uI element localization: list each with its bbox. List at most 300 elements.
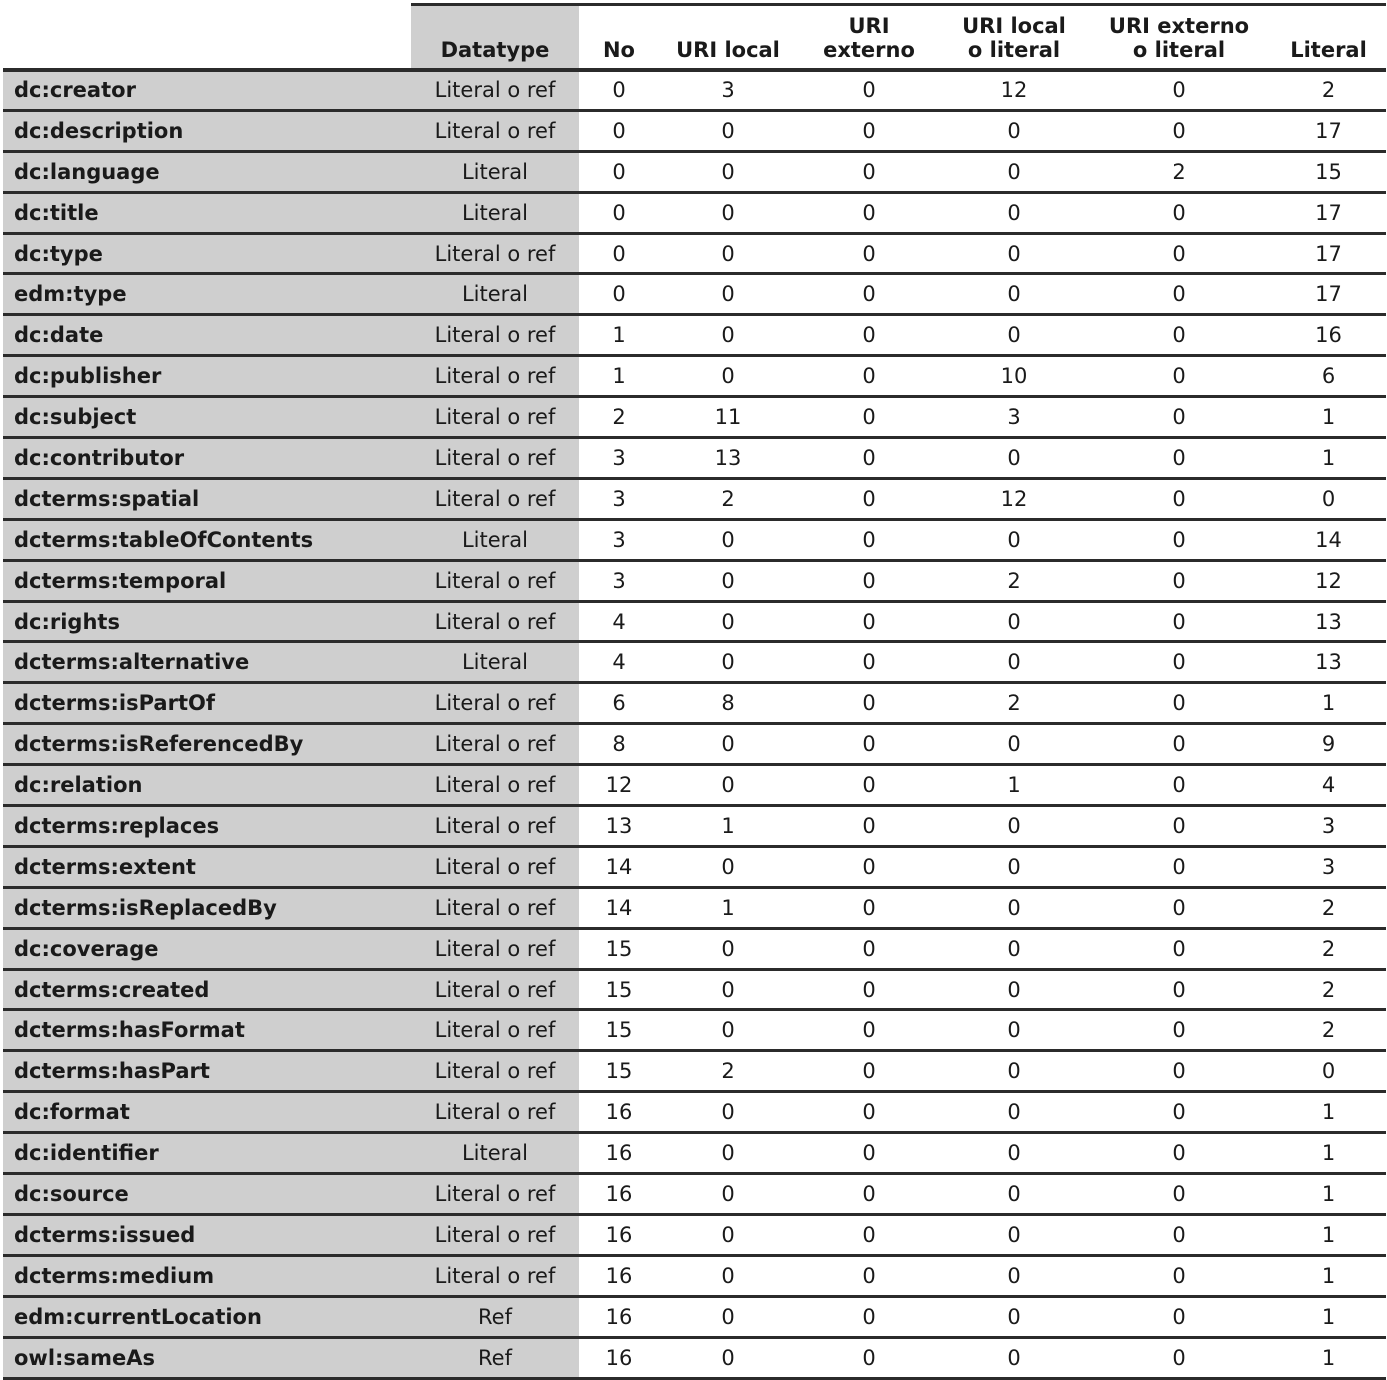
uri-local-cell: 0 — [659, 356, 797, 397]
uri-externo-literal-cell: 0 — [1087, 642, 1271, 683]
property-cell: edm:currentLocation — [3, 1296, 411, 1337]
literal-cell: 16 — [1271, 315, 1386, 356]
no-cell: 3 — [579, 519, 659, 560]
header-uri-externo-line2: externo — [823, 37, 915, 62]
datatype-cell: Literal — [411, 1133, 579, 1174]
uri-externo-literal-cell: 0 — [1087, 1174, 1271, 1215]
uri-local-cell: 0 — [659, 315, 797, 356]
literal-cell: 1 — [1271, 1337, 1386, 1378]
uri-externo-cell: 0 — [797, 356, 941, 397]
literal-cell: 2 — [1271, 887, 1386, 928]
no-cell: 3 — [579, 478, 659, 519]
uri-local-cell: 0 — [659, 1214, 797, 1255]
no-cell: 0 — [579, 151, 659, 192]
datatype-cell: Literal o ref — [411, 1174, 579, 1215]
property-cell: dcterms:created — [3, 969, 411, 1010]
table-row — [3, 1296, 1386, 1337]
uri-local-cell: 0 — [659, 846, 797, 887]
uri-externo-literal-cell: 0 — [1087, 1051, 1271, 1092]
uri-local-literal-cell: 0 — [941, 1010, 1087, 1051]
uri-local-cell: 2 — [659, 478, 797, 519]
datatype-cell: Literal — [411, 274, 579, 315]
datatype-cell: Ref — [411, 1337, 579, 1378]
property-cell: dcterms:tableOfContents — [3, 519, 411, 560]
table-row — [3, 683, 1386, 724]
property-cell: dcterms:hasFormat — [3, 1010, 411, 1051]
uri-local-literal-cell: 0 — [941, 233, 1087, 274]
literal-cell: 17 — [1271, 274, 1386, 315]
uri-local-literal-cell: 0 — [941, 1174, 1087, 1215]
table-row — [3, 397, 1386, 438]
literal-cell: 17 — [1271, 110, 1386, 151]
uri-local-literal-cell: 10 — [941, 356, 1087, 397]
table-row — [3, 70, 1386, 111]
literal-cell: 12 — [1271, 560, 1386, 601]
no-cell: 0 — [579, 233, 659, 274]
literal-cell: 1 — [1271, 1092, 1386, 1133]
literal-cell: 6 — [1271, 356, 1386, 397]
uri-externo-cell: 0 — [797, 928, 941, 969]
uri-externo-literal-cell: 0 — [1087, 315, 1271, 356]
property-cell: dc:relation — [3, 765, 411, 806]
uri-externo-literal-cell: 0 — [1087, 70, 1271, 111]
uri-externo-literal-cell: 0 — [1087, 397, 1271, 438]
uri-externo-literal-cell: 0 — [1087, 356, 1271, 397]
uri-externo-cell: 0 — [797, 1174, 941, 1215]
table-row — [3, 478, 1386, 519]
property-cell: dcterms:hasPart — [3, 1051, 411, 1092]
property-cell: dcterms:temporal — [3, 560, 411, 601]
literal-cell: 13 — [1271, 601, 1386, 642]
uri-local-cell: 0 — [659, 1133, 797, 1174]
no-cell: 6 — [579, 683, 659, 724]
property-cell: edm:type — [3, 274, 411, 315]
uri-externo-literal-cell: 0 — [1087, 1337, 1271, 1378]
datatype-cell: Literal o ref — [411, 969, 579, 1010]
table-row — [3, 438, 1386, 479]
uri-local-cell: 0 — [659, 1174, 797, 1215]
uri-externo-cell: 0 — [797, 110, 941, 151]
uri-externo-cell: 0 — [797, 969, 941, 1010]
table-row — [3, 1255, 1386, 1296]
table-row — [3, 1092, 1386, 1133]
uri-local-cell: 0 — [659, 601, 797, 642]
literal-cell: 1 — [1271, 1296, 1386, 1337]
literal-cell: 1 — [1271, 1174, 1386, 1215]
no-cell: 1 — [579, 356, 659, 397]
uri-externo-literal-cell: 0 — [1087, 969, 1271, 1010]
uri-externo-cell: 0 — [797, 1133, 941, 1174]
header-uri-local-literal-line1: URI local — [962, 13, 1066, 38]
uri-externo-cell: 0 — [797, 887, 941, 928]
table-row — [3, 1010, 1386, 1051]
table-row — [3, 1133, 1386, 1174]
uri-externo-literal-cell: 2 — [1087, 151, 1271, 192]
uri-externo-cell: 0 — [797, 601, 941, 642]
uri-local-literal-cell: 0 — [941, 1214, 1087, 1255]
uri-externo-literal-cell: 0 — [1087, 1133, 1271, 1174]
datatype-cell: Literal — [411, 151, 579, 192]
uri-local-literal-cell: 2 — [941, 560, 1087, 601]
uri-externo-literal-cell: 0 — [1087, 601, 1271, 642]
no-cell: 16 — [579, 1296, 659, 1337]
uri-local-cell: 0 — [659, 765, 797, 806]
no-cell: 15 — [579, 928, 659, 969]
header-datatype: Datatype — [411, 5, 579, 70]
uri-local-cell: 0 — [659, 519, 797, 560]
no-cell: 15 — [579, 1051, 659, 1092]
table-row — [3, 356, 1386, 397]
no-cell: 2 — [579, 397, 659, 438]
table-row — [3, 151, 1386, 192]
table-row — [3, 1174, 1386, 1215]
uri-local-cell: 0 — [659, 1296, 797, 1337]
no-cell: 3 — [579, 560, 659, 601]
literal-cell: 4 — [1271, 765, 1386, 806]
property-cell: dc:subject — [3, 397, 411, 438]
uri-local-cell: 0 — [659, 274, 797, 315]
uri-local-literal-cell: 0 — [941, 438, 1087, 479]
literal-cell: 1 — [1271, 438, 1386, 479]
datatype-cell: Literal o ref — [411, 765, 579, 806]
datatype-cell: Literal o ref — [411, 846, 579, 887]
no-cell: 3 — [579, 438, 659, 479]
uri-externo-cell: 0 — [797, 642, 941, 683]
uri-local-literal-cell: 0 — [941, 642, 1087, 683]
uri-local-cell: 0 — [659, 642, 797, 683]
property-cell: dcterms:issued — [3, 1214, 411, 1255]
no-cell: 13 — [579, 806, 659, 847]
property-cell: dc:creator — [3, 70, 411, 111]
uri-externo-literal-cell: 0 — [1087, 438, 1271, 479]
no-cell: 0 — [579, 110, 659, 151]
datatype-cell: Literal — [411, 642, 579, 683]
header-uri-externo-literal-line1: URI externo — [1108, 13, 1250, 38]
uri-local-literal-cell: 0 — [941, 1051, 1087, 1092]
uri-local-cell: 1 — [659, 887, 797, 928]
literal-cell: 13 — [1271, 642, 1386, 683]
table-header — [3, 5, 1386, 70]
table-row — [3, 110, 1386, 151]
uri-local-literal-cell: 0 — [941, 601, 1087, 642]
uri-local-literal-cell: 0 — [941, 110, 1087, 151]
uri-local-cell: 0 — [659, 724, 797, 765]
literal-cell: 1 — [1271, 1214, 1386, 1255]
no-cell: 16 — [579, 1255, 659, 1296]
datatype-cell: Literal o ref — [411, 683, 579, 724]
literal-cell: 1 — [1271, 1255, 1386, 1296]
uri-local-cell: 1 — [659, 806, 797, 847]
no-cell: 14 — [579, 887, 659, 928]
literal-cell: 1 — [1271, 683, 1386, 724]
uri-externo-literal-cell: 0 — [1087, 192, 1271, 233]
property-cell: dc:identifier — [3, 1133, 411, 1174]
property-cell: dc:description — [3, 110, 411, 151]
header-uri-externo-literal-line2: o literal — [1132, 37, 1226, 62]
property-cell: dcterms:medium — [3, 1255, 411, 1296]
no-cell: 1 — [579, 315, 659, 356]
no-cell: 15 — [579, 1010, 659, 1051]
uri-externo-cell: 0 — [797, 192, 941, 233]
header-literal: Literal — [1271, 5, 1386, 70]
no-cell: 8 — [579, 724, 659, 765]
uri-externo-cell: 0 — [797, 846, 941, 887]
no-cell: 0 — [579, 274, 659, 315]
table-row — [3, 1337, 1386, 1378]
no-cell: 14 — [579, 846, 659, 887]
uri-externo-literal-cell: 0 — [1087, 560, 1271, 601]
datatype-cell: Literal o ref — [411, 1255, 579, 1296]
uri-local-cell: 0 — [659, 969, 797, 1010]
property-cell: dc:rights — [3, 601, 411, 642]
uri-externo-cell: 0 — [797, 151, 941, 192]
header-uri-externo-line1: URI — [848, 13, 890, 38]
property-usage-table — [3, 3, 1386, 1380]
property-cell: dc:date — [3, 315, 411, 356]
literal-cell: 9 — [1271, 724, 1386, 765]
table-row — [3, 1051, 1386, 1092]
literal-cell: 17 — [1271, 233, 1386, 274]
no-cell: 0 — [579, 192, 659, 233]
literal-cell: 17 — [1271, 192, 1386, 233]
property-cell: dc:coverage — [3, 928, 411, 969]
property-cell: dc:contributor — [3, 438, 411, 479]
literal-cell: 1 — [1271, 397, 1386, 438]
literal-cell: 2 — [1271, 969, 1386, 1010]
uri-externo-cell: 0 — [797, 397, 941, 438]
uri-local-literal-cell: 2 — [941, 683, 1087, 724]
uri-local-literal-cell: 12 — [941, 478, 1087, 519]
literal-cell: 0 — [1271, 478, 1386, 519]
datatype-cell: Literal — [411, 192, 579, 233]
no-cell: 16 — [579, 1214, 659, 1255]
uri-externo-cell: 0 — [797, 315, 941, 356]
datatype-cell: Ref — [411, 1296, 579, 1337]
table-row — [3, 887, 1386, 928]
uri-local-literal-cell: 0 — [941, 1092, 1087, 1133]
no-cell: 15 — [579, 969, 659, 1010]
datatype-cell: Literal o ref — [411, 887, 579, 928]
uri-externo-cell: 0 — [797, 70, 941, 111]
uri-externo-literal-cell: 0 — [1087, 724, 1271, 765]
uri-local-literal-cell: 0 — [941, 928, 1087, 969]
uri-externo-cell: 0 — [797, 233, 941, 274]
no-cell: 16 — [579, 1174, 659, 1215]
uri-local-cell: 0 — [659, 151, 797, 192]
literal-cell: 3 — [1271, 806, 1386, 847]
no-cell: 0 — [579, 70, 659, 111]
uri-externo-cell: 0 — [797, 1337, 941, 1378]
table-body — [3, 70, 1386, 1379]
property-cell: dc:title — [3, 192, 411, 233]
no-cell: 16 — [579, 1337, 659, 1378]
datatype-cell: Literal o ref — [411, 70, 579, 111]
table-row — [3, 192, 1386, 233]
uri-local-literal-cell: 0 — [941, 887, 1087, 928]
property-cell: dcterms:spatial — [3, 478, 411, 519]
header-uri-externo-literal — [1087, 5, 1271, 70]
literal-cell: 3 — [1271, 846, 1386, 887]
uri-externo-cell: 0 — [797, 1010, 941, 1051]
datatype-cell: Literal o ref — [411, 315, 579, 356]
property-cell: dcterms:isPartOf — [3, 683, 411, 724]
property-cell: dcterms:isReplacedBy — [3, 887, 411, 928]
uri-local-literal-cell: 0 — [941, 806, 1087, 847]
datatype-cell: Literal o ref — [411, 928, 579, 969]
no-cell: 4 — [579, 642, 659, 683]
uri-local-literal-cell: 0 — [941, 1296, 1087, 1337]
table-row — [3, 765, 1386, 806]
property-cell: dcterms:isReferencedBy — [3, 724, 411, 765]
uri-externo-literal-cell: 0 — [1087, 1214, 1271, 1255]
uri-local-literal-cell: 0 — [941, 969, 1087, 1010]
uri-local-cell: 0 — [659, 560, 797, 601]
literal-cell: 15 — [1271, 151, 1386, 192]
uri-local-literal-cell: 0 — [941, 519, 1087, 560]
datatype-cell: Literal o ref — [411, 560, 579, 601]
uri-local-cell: 0 — [659, 233, 797, 274]
table-row — [3, 928, 1386, 969]
uri-externo-cell: 0 — [797, 1051, 941, 1092]
uri-local-literal-cell: 0 — [941, 846, 1087, 887]
uri-externo-literal-cell: 0 — [1087, 765, 1271, 806]
table-row — [3, 642, 1386, 683]
property-cell: dc:language — [3, 151, 411, 192]
property-cell: dc:publisher — [3, 356, 411, 397]
no-cell: 16 — [579, 1133, 659, 1174]
property-cell: dc:format — [3, 1092, 411, 1133]
uri-local-literal-cell: 0 — [941, 1255, 1087, 1296]
uri-local-cell: 13 — [659, 438, 797, 479]
uri-externo-cell: 0 — [797, 274, 941, 315]
datatype-cell: Literal o ref — [411, 806, 579, 847]
uri-externo-cell: 0 — [797, 1214, 941, 1255]
datatype-cell: Literal o ref — [411, 110, 579, 151]
datatype-cell: Literal o ref — [411, 438, 579, 479]
datatype-cell: Literal o ref — [411, 1051, 579, 1092]
uri-local-cell: 0 — [659, 1010, 797, 1051]
table-row — [3, 601, 1386, 642]
no-cell: 16 — [579, 1092, 659, 1133]
datatype-cell: Literal o ref — [411, 356, 579, 397]
uri-local-cell: 2 — [659, 1051, 797, 1092]
uri-externo-cell: 0 — [797, 1092, 941, 1133]
property-cell: dc:type — [3, 233, 411, 274]
uri-externo-literal-cell: 0 — [1087, 1255, 1271, 1296]
table-row — [3, 274, 1386, 315]
uri-local-literal-cell: 0 — [941, 151, 1087, 192]
uri-externo-literal-cell: 0 — [1087, 519, 1271, 560]
uri-externo-cell: 0 — [797, 560, 941, 601]
table-row — [3, 560, 1386, 601]
literal-cell: 14 — [1271, 519, 1386, 560]
table-row — [3, 315, 1386, 356]
property-cell: dc:source — [3, 1174, 411, 1215]
uri-externo-cell: 0 — [797, 519, 941, 560]
header-uri-local-literal-line2: o literal — [967, 37, 1061, 62]
datatype-cell: Literal o ref — [411, 1214, 579, 1255]
uri-externo-literal-cell: 0 — [1087, 233, 1271, 274]
uri-externo-literal-cell: 0 — [1087, 110, 1271, 151]
uri-local-cell: 8 — [659, 683, 797, 724]
datatype-cell: Literal o ref — [411, 233, 579, 274]
uri-local-literal-cell: 12 — [941, 70, 1087, 111]
uri-externo-literal-cell: 0 — [1087, 928, 1271, 969]
table-row — [3, 519, 1386, 560]
uri-externo-cell: 0 — [797, 765, 941, 806]
property-cell: dcterms:replaces — [3, 806, 411, 847]
uri-local-cell: 0 — [659, 192, 797, 233]
table-row — [3, 233, 1386, 274]
uri-externo-cell: 0 — [797, 724, 941, 765]
uri-externo-literal-cell: 0 — [1087, 478, 1271, 519]
uri-externo-literal-cell: 0 — [1087, 887, 1271, 928]
property-cell: dcterms:alternative — [3, 642, 411, 683]
no-cell: 4 — [579, 601, 659, 642]
uri-local-literal-cell: 0 — [941, 192, 1087, 233]
uri-local-cell: 0 — [659, 928, 797, 969]
literal-cell: 0 — [1271, 1051, 1386, 1092]
table-row — [3, 806, 1386, 847]
uri-externo-cell: 0 — [797, 806, 941, 847]
datatype-cell: Literal o ref — [411, 478, 579, 519]
header-uri-local-literal — [941, 5, 1087, 70]
uri-local-cell: 0 — [659, 1337, 797, 1378]
uri-local-literal-cell: 0 — [941, 1133, 1087, 1174]
uri-externo-literal-cell: 0 — [1087, 683, 1271, 724]
uri-local-literal-cell: 0 — [941, 274, 1087, 315]
datatype-cell: Literal o ref — [411, 1010, 579, 1051]
uri-externo-literal-cell: 0 — [1087, 1010, 1271, 1051]
property-cell: owl:sameAs — [3, 1337, 411, 1378]
uri-local-literal-cell: 3 — [941, 397, 1087, 438]
header-uri-externo — [797, 5, 941, 70]
uri-externo-cell: 0 — [797, 1296, 941, 1337]
header-no: No — [579, 5, 659, 70]
table-row — [3, 846, 1386, 887]
header-property — [3, 5, 411, 70]
header-row — [3, 5, 1386, 70]
uri-externo-cell: 0 — [797, 438, 941, 479]
uri-externo-literal-cell: 0 — [1087, 846, 1271, 887]
uri-externo-cell: 0 — [797, 478, 941, 519]
uri-externo-cell: 0 — [797, 1255, 941, 1296]
header-uri-local: URI local — [659, 5, 797, 70]
datatype-cell: Literal — [411, 519, 579, 560]
table-row — [3, 969, 1386, 1010]
uri-externo-cell: 0 — [797, 683, 941, 724]
datatype-cell: Literal o ref — [411, 601, 579, 642]
uri-local-cell: 0 — [659, 1255, 797, 1296]
uri-local-cell: 0 — [659, 110, 797, 151]
uri-externo-literal-cell: 0 — [1087, 1092, 1271, 1133]
uri-local-cell: 3 — [659, 70, 797, 111]
uri-externo-literal-cell: 0 — [1087, 1296, 1271, 1337]
table-row — [3, 1214, 1386, 1255]
literal-cell: 2 — [1271, 70, 1386, 111]
datatype-cell: Literal o ref — [411, 724, 579, 765]
uri-local-cell: 11 — [659, 397, 797, 438]
uri-local-literal-cell: 0 — [941, 1337, 1087, 1378]
datatype-cell: Literal o ref — [411, 397, 579, 438]
uri-local-literal-cell: 1 — [941, 765, 1087, 806]
uri-externo-literal-cell: 0 — [1087, 274, 1271, 315]
literal-cell: 2 — [1271, 1010, 1386, 1051]
uri-local-literal-cell: 0 — [941, 724, 1087, 765]
table-row — [3, 724, 1386, 765]
datatype-cell: Literal o ref — [411, 1092, 579, 1133]
uri-local-literal-cell: 0 — [941, 315, 1087, 356]
